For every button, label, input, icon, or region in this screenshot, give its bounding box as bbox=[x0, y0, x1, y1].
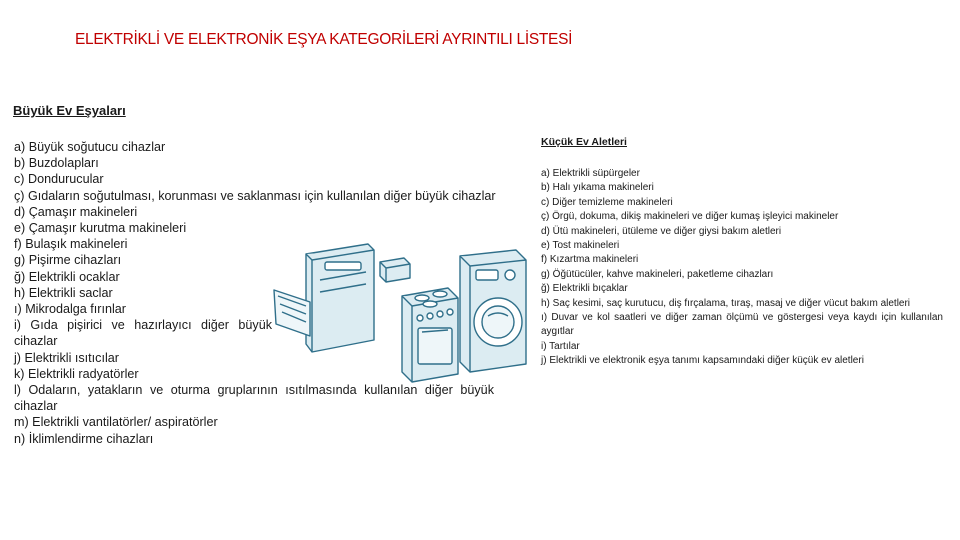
dishwasher-icon bbox=[274, 244, 374, 352]
stove-icon bbox=[402, 288, 458, 382]
page-title: ELEKTRİKLİ VE ELEKTRONİK EŞYA KATEGORİLERİ AYRINTILI LİSTESİ bbox=[75, 31, 573, 48]
list-item: h) Elektrikli saclar bbox=[14, 285, 113, 300]
list-item: a) Elektrikli süpürgeler bbox=[541, 168, 640, 179]
list-item: f) Bulaşık makineleri bbox=[14, 237, 128, 252]
list-item: g) Öğütücüler, kahve makineleri, paketleme cihazları bbox=[541, 268, 774, 280]
big-appliances-heading: Büyük Ev Eşyaları bbox=[13, 103, 126, 118]
list-item: ğ) Elektrikli bıçaklar bbox=[541, 283, 628, 295]
washing-machine-icon bbox=[460, 250, 526, 372]
list-item: i) Gıda pişirici ve hazırlayıcı diğer büyük cihazlar bbox=[14, 318, 272, 349]
list-item: ç) Gıdaların soğutulması, korunması ve saklanması için kullanılan diğer büyük cihazlar bbox=[14, 188, 496, 203]
list-item: e) Tost makineleri bbox=[541, 240, 620, 252]
list-item: g) Pişirme cihazları bbox=[14, 253, 122, 268]
list-item: a) Büyük soğutucu cihazlar bbox=[14, 140, 166, 154]
list-item: h) Saç kesimi, saç kurutucu, diş fırçalama, tıraş, masaj ve diğer vücut bakım aletleri bbox=[541, 297, 911, 309]
list-item: m) Elektrikli vantilatörler/ aspiratörler bbox=[14, 415, 218, 430]
small-appliance-icon bbox=[380, 258, 410, 282]
list-item: d) Ütü makineleri, ütüleme ve diğer giysi bakım aletleri bbox=[541, 225, 782, 237]
list-item: b) Halı yıkama makineleri bbox=[541, 182, 654, 194]
list-item: ı) Mikrodalga fırınlar bbox=[14, 302, 126, 317]
list-item: k) Elektrikli radyatörler bbox=[14, 366, 139, 381]
list-item: l) Odaların, yatakların ve oturma gruplarının ısıtılmasında kullanılan diğer büyük cihazlar bbox=[14, 383, 494, 414]
small-appliances-heading: Küçük Ev Aletleri bbox=[541, 136, 627, 148]
list-item: ç) Örgü, dokuma, dikiş makineleri ve diğer kumaş işleyici makineler bbox=[541, 211, 839, 223]
list-item: d) Çamaşır makineleri bbox=[14, 204, 138, 219]
list-item: c) Dondurucular bbox=[14, 172, 104, 187]
list-item: ı) Duvar ve kol saatleri ve diğer zaman ölçümü ve göstergesi veya kaydı için kullanılan aygıtlar bbox=[541, 312, 943, 338]
list-item: n) İklimlendirme cihazları bbox=[14, 431, 154, 446]
list-item: c) Diğer temizleme makineleri bbox=[541, 196, 673, 208]
appliances-illustration bbox=[270, 232, 532, 384]
list-item: b) Buzdolapları bbox=[14, 156, 99, 171]
list-item: f) Kızartma makineleri bbox=[541, 254, 639, 266]
list-item: i) Tartılar bbox=[541, 340, 580, 352]
list-item: e) Çamaşır kurutma makineleri bbox=[14, 221, 187, 236]
list-item: j) Elektrikli ve elektronik eşya tanımı kapsamındaki diğer küçük ev aletleri bbox=[541, 355, 864, 367]
small-appliances-list bbox=[541, 167, 943, 369]
list-item: ğ) Elektrikli ocaklar bbox=[14, 269, 120, 284]
list-item: j) Elektrikli ısıtıcılar bbox=[14, 350, 119, 365]
